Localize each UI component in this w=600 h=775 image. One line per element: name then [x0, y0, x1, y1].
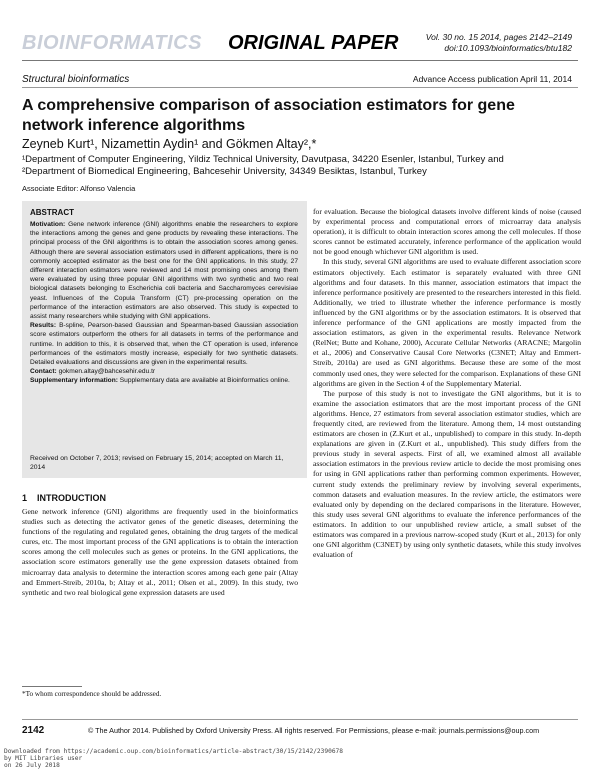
motivation-label: Motivation:: [30, 221, 66, 228]
right-column-text: [313, 207, 581, 560]
copyright-notice: © The Author 2014. Published by Oxford University Press. All rights reserved. For Permissions, please e-mail: journals.permissions@oup.com: [88, 726, 540, 735]
author-list: Zeyneb Kurt¹, Nizamettin Aydin¹ and Gökmen Altay²,*: [22, 137, 317, 151]
abstract-results: [30, 321, 298, 367]
introduction-text: [22, 507, 298, 598]
introduction-heading: [22, 493, 116, 503]
received-dates: Received on October 7, 2013; revised on February 15, 2014; accepted on March 11, 2014: [30, 455, 284, 471]
download-line: on 26 July 2018: [4, 761, 60, 769]
intro-paragraph: Gene network inference (GNI) algorithms are frequently used in the bioinformatics studies such as detecting the activator genes of the genetic diseases, determining the functions of the regulating and regulated genes, obtaining the drug targets of the medical cures, etc. The most important process of the GNI applications is to obtain the interaction scores among the cell molecules such as genes or proteins. In the GNI applications, the association score estimators generally use the gene expression datasets obtained from microarray data analysis to determine the interaction scores among each gene pair (Altay and Emmert-Streib, 2010a, b; Altay et al., 2011; Olsen et al., 2009). In this study, two synthetic and two real biological gene expression datasets are used: [22, 507, 298, 597]
abstract-contact: [30, 367, 298, 376]
citation-doi[interactable]: doi:10.1093/bioinformatics/btu182: [444, 43, 572, 53]
results-text: B-spline, Pearson-based Gaussian and Spearman-based Gaussian association score estimators outperform the others for all datasets in terms of the performance and runtime. In addition to this, it is observed that, when the CT operation is used, inference performances of the estimators mostly increase, especially for two synthetic datasets. Detailed evaluations and discussions are given in the experimental results.: [30, 322, 298, 367]
citation-volume: Vol. 30 no. 15 2014, pages 2142–2149: [425, 32, 572, 42]
section-label: Structural bioinformatics: [22, 74, 130, 85]
associate-editor: Associate Editor: Alfonso Valencia: [22, 184, 136, 193]
citation-info: [426, 32, 572, 54]
paper-title: A comprehensive comparison of association estimators for gene network inference algorithms: [22, 97, 515, 134]
motivation-text: Gene network inference (GNI) algorithms enable the researchers to explore the interactions among the genes and gene products by revealing these interactions. The principal process of the GNI algorithms is to obtain the association scores among genes. Although there are several association estimators used in different applications, there is no commonly accepted estimator as the best one for the GNI applications. In this study, 27 different interaction estimators were reviewed and 14 most promising ones among them were evaluated by using three popular GNI algorithms with two synthetic and two real biological datasets belonging to Escherichia coli bacteria and Saccharomyces cerevisiae yeast. Influences of the Copula Transform (CT) pre-processing operation on the performance of the interaction estimators are also observed. This study is expected to assist many researchers while studying with GNI applications.: [30, 221, 298, 321]
affiliation-1: ¹Department of Computer Engineering, Yildiz Technical University, Davutpasa, 34220 Esenler, Istanbul, Turkey and: [22, 154, 504, 165]
page-number: 2142: [22, 725, 45, 736]
results-label: Results:: [30, 322, 57, 330]
correspondence-footnote: *To whom correspondence should be addressed.: [22, 690, 162, 698]
download-line: by MIT Libraries user: [4, 754, 83, 762]
advance-access-label: Advance Access publication April 11, 2014: [412, 74, 572, 84]
paper-type-label: ORIGINAL PAPER: [228, 32, 399, 54]
journal-name: BIOINFORMATICS: [22, 32, 202, 54]
affiliation-2: ²Department of Biomedical Engineering, Bahcesehir University, 34349 Besiktas, Istanbul, Turkey: [22, 166, 427, 177]
abstract-supplementary: [30, 376, 298, 385]
section-divider: [22, 87, 578, 88]
paragraph: for evaluation. Because the biological datasets involve different kinds of noise (caused by experimental process and computational errors of microarray data analysis operation), it is difficult to obtain interaction scores among the cell molecules. If those scores cannot be estimated accurately, inference performance of the application would not be good enough whichever GNI algorithm is used.: [313, 207, 581, 257]
section-title: INTRODUCTION: [37, 493, 107, 503]
contact-label: Contact:: [30, 368, 57, 376]
footer-divider: [22, 719, 578, 720]
abstract-heading: ABSTRACT: [30, 208, 74, 217]
footnote-divider: [22, 686, 82, 687]
paragraph: The purpose of this study is not to investigate the GNI algorithms, but it is to examine the association estimators that are the most important process of the GNI algorithms. Hence, 27 estimators from several association estimator studies, which are frequently cited, are reviewed from the literature. Among them, 14 most outstanding estimators are chosen in (Z.Kurt et al., unpublished) to compare in this study. In-depth explanations are given in (Z.Kurt et al., unpublished). This study differs from the previous study in several aspects. First of all, we examined almost all available association estimators in the previous review article to decide the most promising ones for using in GNI applications rather than performing common experiments. However, current study extends the preliminary review by involving several experiments, common datasets and evaluation measures. In the review article, the estimators were evaluated only by depending on the declared comparisons in the literature. However, this study uses several GNI algorithms to evaluate the inference performances of the estimators. In addition to our unpublished review article, a small subset of the estimators was compared in a previous narrow-scoped study (Kurt et al., 2013) for only one GNI algorithm (C3NET) by using only synthetic datasets, while this study involves evaluation of: [313, 388, 581, 560]
supplementary-label: Supplementary information:: [30, 377, 118, 385]
header-divider: [22, 60, 578, 61]
section-number: 1: [22, 493, 28, 503]
download-line: Downloaded from https://academic.oup.com/bioinformatics/article-abstract/30/15/2142/2390678: [4, 748, 343, 755]
supplementary-text: Supplementary data are available at Bioinformatics online.: [119, 377, 290, 385]
paragraph: In this study, several GNI algorithms are used to evaluate different association score estimators objectively. Each estimator is separately evaluated with three GNI algorithms and four datasets. In this manner, association estimators that impact the inference performance positively are presented to the researchers interested in this field. Additionally, we tried to illustrate whether the inference performance is mostly influenced by the GNI algorithms or by the association estimators. It is observed that inference performance of the GNI applications are mostly impacted from the association estimators, as given in the experimental results. Relevance Network (RelNet; Butte and Kohane, 2000), Accurate Cellular Networks (ARACNE; Margolin et al., 2006) and Conservative Causal Core Networks (C3NET; Altay and Emmert-Streib, 2010a) are used as GNI algorithms. Because these are some of the most commonly used ones, they were selected for the comparison. Explanations of these GNI algorithms are given in the Section 4 of the Supplementary Material.: [313, 257, 581, 388]
abstract-motivation: [30, 220, 298, 321]
download-watermark: [4, 749, 343, 769]
abstract-body: [30, 220, 298, 386]
contact-email[interactable]: gokmen.altay@bahcesehir.edu.tr: [58, 368, 156, 376]
